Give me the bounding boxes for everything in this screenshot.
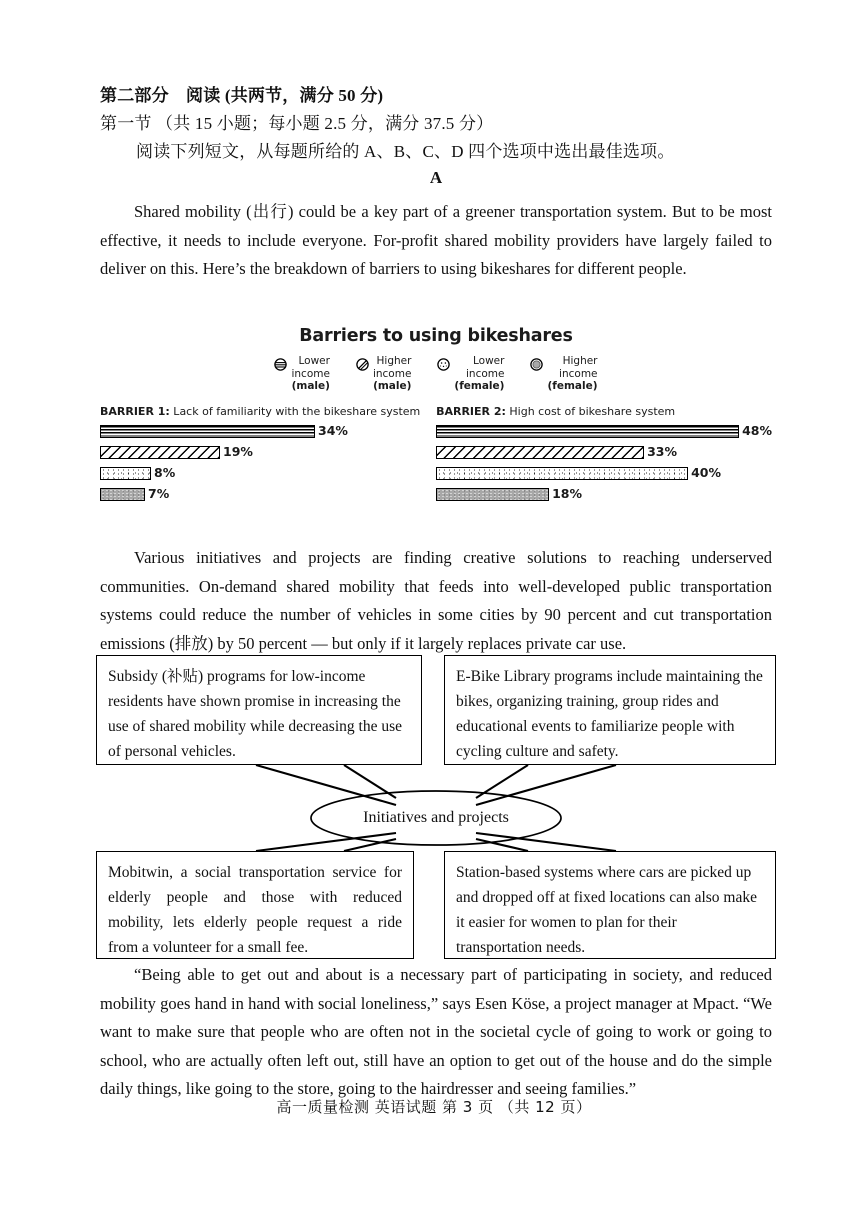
bar-row: [100, 424, 426, 440]
barrier-2-rest: High cost of bikeshare system: [505, 404, 676, 418]
legend-line-3: (female): [547, 380, 598, 392]
barrier-2-heading: [436, 405, 772, 419]
bar-row: [100, 466, 426, 482]
bar-barrier1-lower-male: [100, 425, 315, 438]
bar-value-label: 18%: [552, 486, 582, 502]
diagram-box-ebike-library: E-Bike Library programs include maintaining the bikes, organizing training, group rides and educational events to familiarize people with cycling culture and safety.: [444, 655, 776, 765]
diagonal-slash-circle-icon: [356, 356, 369, 375]
chart-panel-barrier-1: [100, 405, 426, 508]
legend-line-3: (male): [373, 380, 412, 392]
legend-label-lower-income-female: [454, 355, 504, 393]
passage-paragraph-3: [100, 961, 772, 1104]
bar-value-label: 7%: [148, 486, 170, 502]
page-footer: 高一质量检测 英语试题 第 3 页 （共 12 页）: [276, 1098, 592, 1116]
paragraph-1-text: Shared mobility (出行) could be a key part of a greener transportation system. But to be most effective, it needs to include everyone. For-profit shared mobility providers have largely failed to deliver on this. Here’s the breakdown of barriers to using bikeshares for different people.: [100, 202, 772, 278]
bar-barrier1-higher-male: [100, 446, 220, 459]
barrier-1-rest: Lack of familiarity with the bikeshare system: [169, 404, 421, 418]
bar-row: [436, 424, 772, 440]
bar-value-label: 8%: [154, 465, 176, 481]
legend-item-higher-income-female: [530, 355, 597, 393]
exam-header: [100, 82, 772, 187]
bikeshare-infographic: [100, 326, 772, 508]
section-part-heading: 第二部分 阅读 (共两节，满分 50 分): [100, 86, 384, 105]
section-one-heading: 第一节 （共 15 小题；每小题 2.5 分，满分 37.5 分）: [100, 114, 494, 133]
diagram-box-station-based: Station-based systems where cars are picked up and dropped off at fixed locations can also make it easier for women to plan for their transportation needs.: [444, 851, 776, 959]
bar-row: [436, 487, 772, 503]
bar-barrier2-higher-male: [436, 446, 644, 459]
diagram-box-subsidy: Subsidy (补贴) programs for low-income residents have shown promise in increasing the use of shared mobility while decreasing the use of personal vehicles.: [96, 655, 422, 765]
bar-row: [100, 487, 426, 503]
bar-barrier2-lower-male: [436, 425, 739, 438]
barrier-1-lead: BARRIER 1:: [100, 404, 170, 418]
passage-letter: A: [429, 168, 443, 187]
bar-barrier2-lower-female: [436, 467, 688, 480]
barrier-1-heading: [100, 405, 426, 419]
chart-legend: [100, 355, 772, 393]
legend-label-higher-income-male: [373, 355, 411, 393]
legend-line-2: income: [466, 367, 505, 380]
initiatives-flow-diagram: [96, 655, 776, 960]
legend-item-lower-income-female: [437, 355, 504, 393]
legend-line-2: income: [372, 367, 412, 380]
diagram-center-label: Initiatives and projects: [363, 809, 509, 826]
bar-value-label: 48%: [742, 423, 772, 439]
chart-panel-barrier-2: [436, 405, 772, 508]
legend-item-lower-income-male: [274, 355, 329, 393]
legend-line-1: Lower: [298, 355, 330, 367]
legend-line-1: Higher: [376, 355, 412, 367]
grey-filled-circle-icon: [530, 356, 543, 375]
bar-value-label: 34%: [318, 423, 348, 439]
legend-line-1: Higher: [562, 355, 598, 367]
bar-barrier2-higher-female: [436, 488, 549, 501]
bar-value-label: 19%: [223, 444, 253, 460]
legend-line-1: Lower: [473, 355, 505, 367]
diagram-box-mobitwin: Mobitwin, a social transportation service for elderly people and those with reduced mobility, lets elderly people request a ride from a volunteer for a small fee.: [96, 851, 414, 959]
bar-row: [436, 445, 772, 461]
bar-row: [436, 466, 772, 482]
bar-barrier1-higher-female: [100, 488, 145, 501]
legend-line-2: income: [559, 367, 598, 380]
paragraph-2-text: Various initiatives and projects are finding creative solutions to reaching underserved communities. On-demand shared mobility that feeds into well-developed public transportation systems could reduce the number of vehicles in some cities by 90 percent and cut transportation emissions (排放) by 50 percent — but only if it largely replaces private car use.: [100, 548, 772, 653]
dotted-circle-icon: [437, 356, 450, 375]
bar-row: [100, 445, 426, 461]
legend-line-2: income: [291, 367, 330, 380]
bar-barrier1-lower-female: [100, 467, 151, 480]
passage-paragraph-1: [100, 198, 772, 284]
chart-panels: [100, 405, 772, 508]
legend-item-higher-income-male: [356, 355, 411, 393]
legend-line-3: (male): [291, 380, 330, 392]
barrier-2-lead: BARRIER 2:: [436, 404, 506, 418]
paragraph-3-text: “Being able to get out and about is a necessary part of participating in society, and reduced mobility goes hand in hand with social loneliness,” says Esen Köse, a project manager at Mpact. “We want to make sure that people who are often not in the societal cycle of going to work or going to school, who are actually often left out, still have an option to get out of the house and do the simple daily things, like going to the store, going to the hairdresser and seeing families.”: [100, 965, 772, 1098]
bar-value-label: 33%: [647, 444, 677, 460]
chart-title: Barriers to using bikeshares: [299, 326, 573, 346]
legend-line-3: (female): [454, 380, 505, 392]
passage-paragraph-2: [100, 544, 772, 658]
legend-label-lower-income-male: [291, 355, 329, 393]
bar-value-label: 40%: [691, 465, 721, 481]
legend-label-higher-income-female: [547, 355, 597, 393]
reading-instruction: 阅读下列短文，从每题所给的 A、B、C、D 四个选项中选出最佳选项。: [136, 142, 675, 161]
horizontal-lines-circle-icon: [274, 356, 287, 375]
